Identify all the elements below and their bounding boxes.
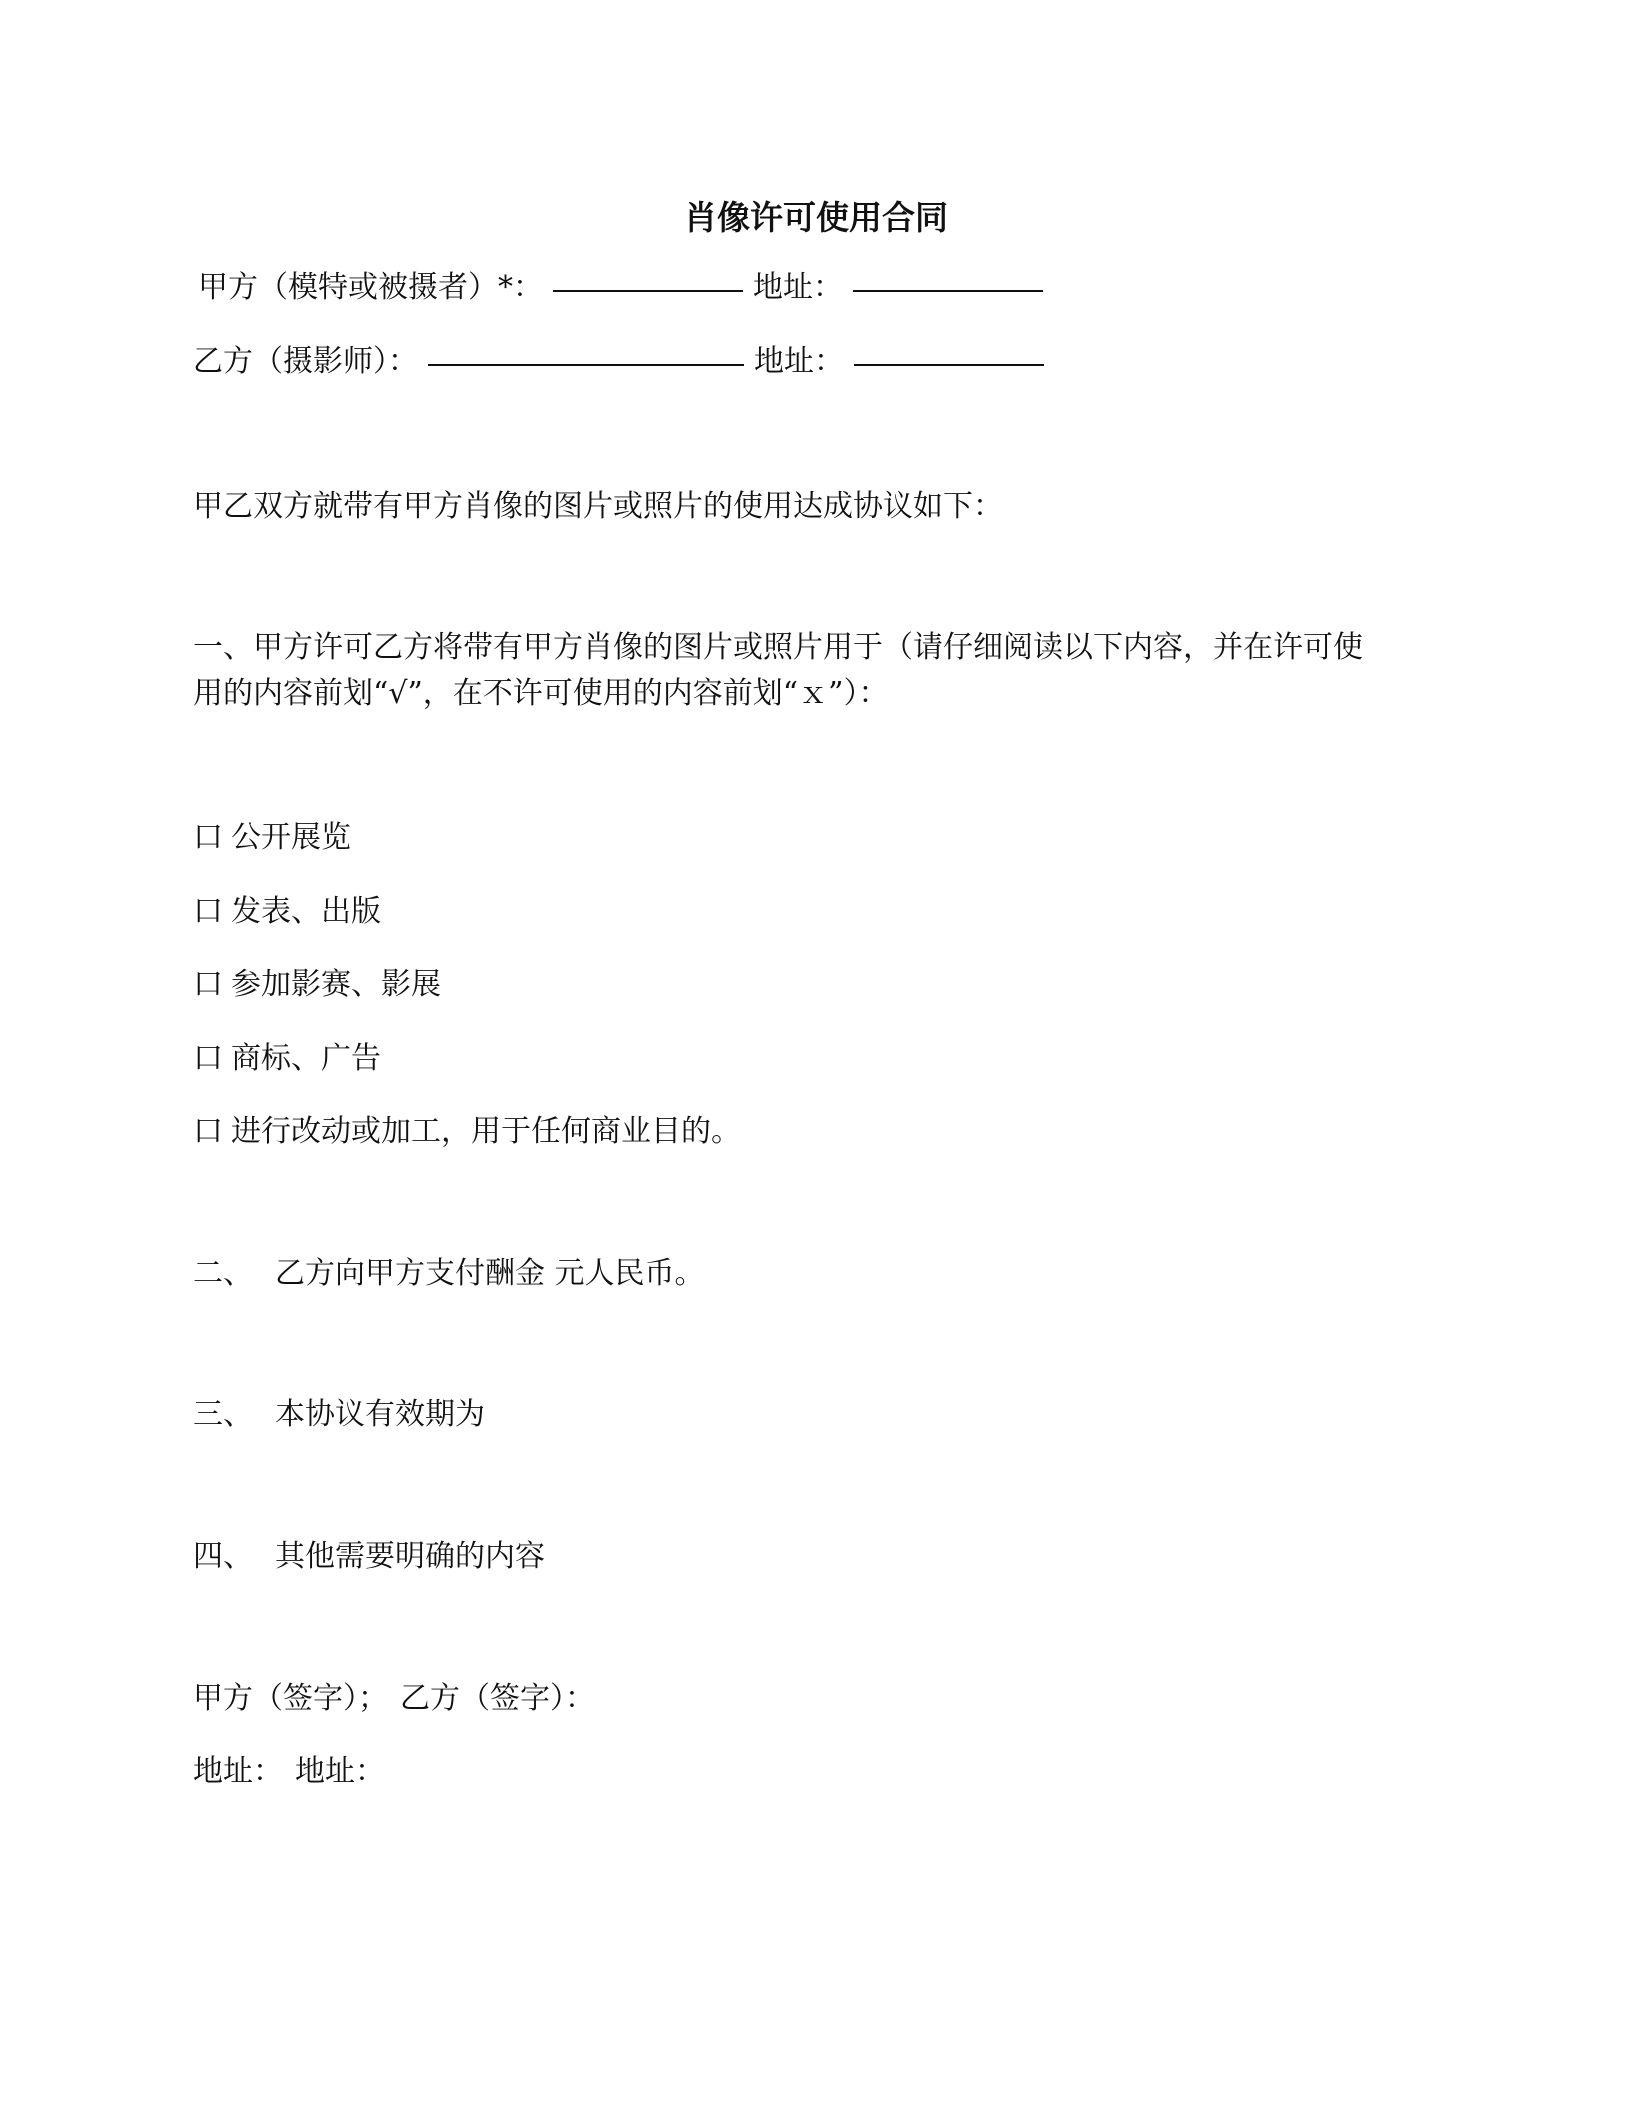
party-b-line xyxy=(193,342,1054,382)
option-label: 公开展览 xyxy=(231,820,351,855)
clause-3-number: 三、 xyxy=(193,1397,253,1432)
party-a-line xyxy=(198,268,1053,308)
option-label: 发表、出版 xyxy=(231,894,381,929)
clause-3 xyxy=(193,1395,485,1435)
party-a-name-blank xyxy=(553,290,743,292)
clause-2-number: 二、 xyxy=(193,1256,253,1291)
party-b-label: 乙方（摄影师）： xyxy=(193,344,418,379)
clause-4-text: 其他需要明确的内容 xyxy=(275,1539,545,1574)
checkbox-icon: 口 xyxy=(193,894,223,929)
intro-text: 甲乙双方就带有甲方肖像的图片或照片的使用达成协议如下： xyxy=(193,489,1003,524)
party-b-address-sign-label: 地址： xyxy=(295,1754,385,1789)
clause-2-text: 乙方向甲方支付酬金 元人民币。 xyxy=(275,1256,705,1291)
clause-1-line-2: 用的内容前划“√”，在不许可使用的内容前划“ｘ”）： xyxy=(193,676,889,711)
party-a-address-blank xyxy=(853,290,1043,292)
document-title: 肖像许可使用合同 xyxy=(684,198,948,237)
party-b-signature-label: 乙方（签字）： xyxy=(400,1681,595,1716)
address-line xyxy=(193,1752,385,1792)
checkbox-icon: 口 xyxy=(193,820,223,855)
party-b-address-blank xyxy=(854,364,1044,366)
clause-4-number: 四、 xyxy=(193,1539,253,1574)
option-item xyxy=(193,965,441,1005)
checkbox-icon: 口 xyxy=(193,967,223,1002)
party-a-address-label: 地址： xyxy=(753,270,843,305)
party-a-address-sign-label: 地址： xyxy=(193,1754,283,1789)
party-b-name-blank xyxy=(428,364,744,366)
option-item xyxy=(193,892,381,932)
option-item xyxy=(193,1039,381,1079)
checkbox-icon: 口 xyxy=(193,1114,223,1149)
party-a-signature-label: 甲方（签字）； xyxy=(193,1681,388,1716)
option-label: 商标、广告 xyxy=(231,1041,381,1076)
clause-1-line-1: 一、甲方许可乙方将带有甲方肖像的图片或照片用于（请仔细阅读以下内容，并在许可使 xyxy=(193,630,1363,665)
checkbox-icon: 口 xyxy=(193,1041,223,1076)
party-a-label: 甲方（模特或被摄者）*： xyxy=(198,270,543,305)
clause-2 xyxy=(193,1254,705,1294)
option-label: 进行改动或加工，用于任何商业目的。 xyxy=(231,1114,741,1149)
option-item xyxy=(193,1112,741,1152)
clause-4 xyxy=(193,1537,545,1577)
party-b-address-label: 地址： xyxy=(754,344,844,379)
option-item xyxy=(193,818,351,858)
option-label: 参加影赛、影展 xyxy=(231,967,441,1002)
clause-3-text: 本协议有效期为 xyxy=(275,1397,485,1432)
signature-line xyxy=(193,1679,595,1719)
